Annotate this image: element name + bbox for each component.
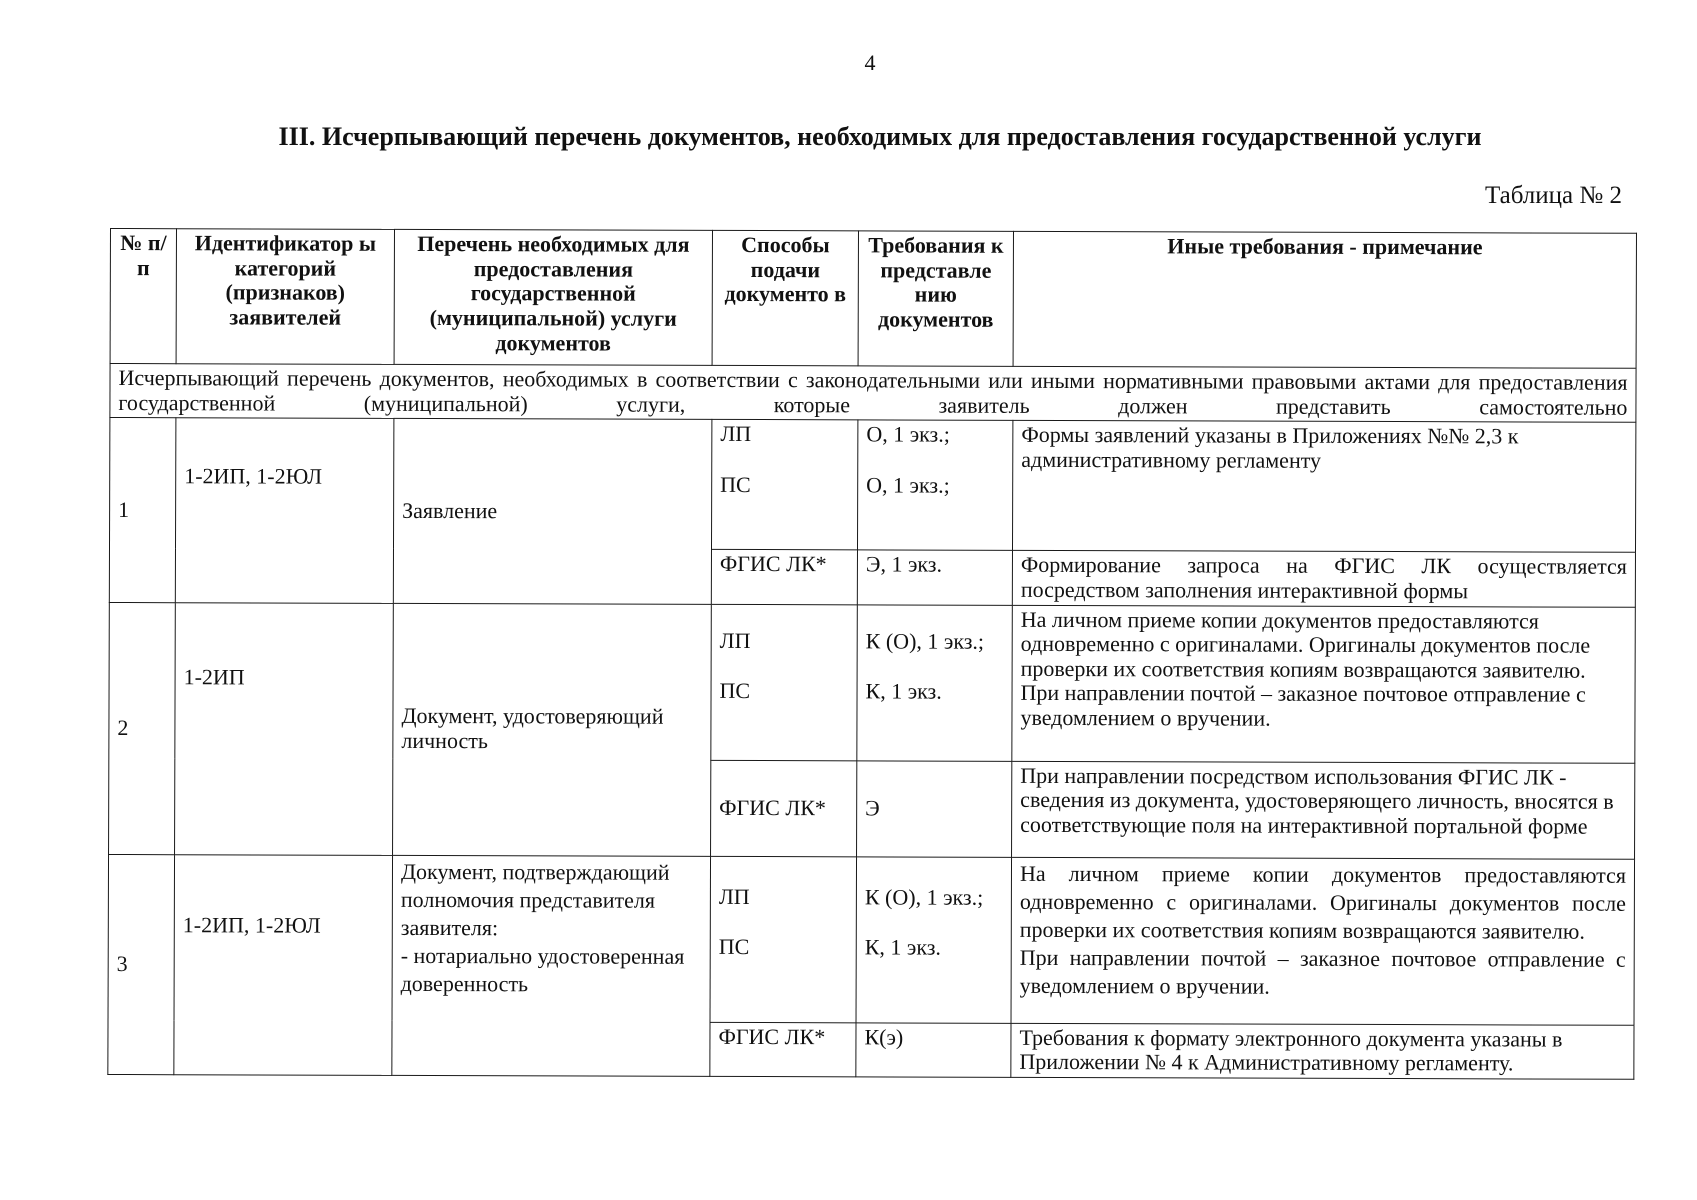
method-ps: ПС bbox=[718, 934, 750, 960]
row-note bbox=[1012, 605, 1635, 763]
row-requirements bbox=[856, 856, 1012, 1022]
row-num: 3 bbox=[108, 854, 175, 1074]
requirement-2: О, 1 экз.; bbox=[866, 472, 950, 498]
document-text: Документ, подтверждающий полномочия представителя заявителя: bbox=[400, 858, 670, 941]
section-row bbox=[110, 364, 1636, 423]
row-requirements: Э, 1 экз. bbox=[857, 550, 1012, 605]
row-category: 1-2ИП bbox=[175, 602, 394, 855]
row-methods bbox=[711, 604, 857, 760]
row-requirements: К(э) bbox=[856, 1022, 1011, 1077]
row-num: 1 bbox=[109, 418, 176, 602]
row-methods: ФГИС ЛК* bbox=[711, 550, 857, 605]
row-note: Формы заявлений указаны в Приложениях №№ 2,3 к административному регламенту bbox=[1012, 421, 1635, 553]
row-methods: ФГИС ЛК* bbox=[710, 1022, 856, 1077]
row-num: 2 bbox=[109, 602, 176, 854]
row-document bbox=[392, 855, 711, 1076]
row-category: 1-2ИП, 1-2ЮЛ bbox=[175, 418, 394, 603]
note-paragraph: При направлении почтой – заказное почтовое отправление с уведомлением о вручении. bbox=[1020, 680, 1586, 731]
method-lp: ЛП bbox=[719, 627, 751, 653]
row-note: При направлении посредством использования ФГИС ЛК - сведения из документа, удостоверяющего личность, вносятся в соответствующие поля на интерактивной портальной форме bbox=[1012, 761, 1635, 859]
row-methods bbox=[710, 856, 857, 1022]
row-document: Заявление bbox=[393, 419, 712, 604]
row-note bbox=[1011, 857, 1635, 1025]
table-row bbox=[108, 854, 1635, 1025]
table-row bbox=[109, 418, 1635, 553]
row-methods: ФГИС ЛК* bbox=[711, 760, 857, 856]
method-lp: ЛП bbox=[718, 883, 750, 909]
requirement-1: К (О), 1 экз.; bbox=[865, 627, 985, 654]
row-document: Документ, удостоверяющий личность bbox=[393, 603, 712, 856]
row-category: 1-2ИП, 1-2ЮЛ bbox=[174, 854, 393, 1075]
page-number: 4 bbox=[864, 50, 876, 75]
table-caption: Таблица № 2 bbox=[1484, 182, 1622, 209]
row-methods bbox=[711, 420, 857, 550]
row-requirements bbox=[857, 604, 1012, 760]
method-lp: ЛП bbox=[720, 421, 752, 447]
requirement-1: К (О), 1 экз.; bbox=[864, 883, 984, 910]
requirement-2: К, 1 экз. bbox=[864, 934, 942, 960]
section-title: III. Исчерпывающий перечень документов, необходимых для предоставления государственной услуги bbox=[278, 122, 1482, 151]
row-requirements bbox=[857, 420, 1012, 550]
method-ps: ПС bbox=[720, 471, 751, 497]
document-text: - нотариально удостоверенная доверенность bbox=[400, 942, 685, 997]
documents-table bbox=[107, 228, 1637, 1080]
row-note: Требования к формату электронного документа указаны в Приложении № 4 к Административному регламенту. bbox=[1011, 1023, 1634, 1079]
header-doc-list: Перечень необходимых для предоставления государственной (муниципальной) услуги документов bbox=[394, 229, 712, 365]
header-category: Идентификатор ы категорий (признаков) заявителей bbox=[176, 229, 394, 365]
header-notes: Иные требования - примечание bbox=[1013, 231, 1636, 368]
section-row-text: Исчерпывающий перечень документов, необходимых в соответствии с законодательными или иными нормативными правовыми актами для предоставления государственной (муниципальной) услуги, которые заявитель должен представить самостоятельно bbox=[110, 364, 1636, 423]
method-ps: ПС bbox=[719, 678, 751, 704]
requirement-1: О, 1 экз.; bbox=[866, 421, 950, 447]
note-paragraph: На личном приеме копии документов предоставляются одновременно с оригиналами. Оригиналы документов после проверки их соответствия копиям возвращаются заявителю. bbox=[1020, 606, 1591, 683]
row-note: Формирование запроса на ФГИС ЛК осуществляется посредством заполнения интерактивной формы bbox=[1012, 551, 1635, 607]
table-header-row bbox=[110, 229, 1636, 369]
note-paragraph: При направлении почтой – заказное почтовое отправление с уведомлением о вручении. bbox=[1019, 944, 1626, 999]
row-requirements: Э bbox=[857, 760, 1012, 856]
header-methods: Способы подачи документо в bbox=[712, 230, 858, 365]
note-paragraph: На личном приеме копии документов предоставляются одновременно с оригиналами. Оригиналы документов после проверки их соответствия копиям возвращаются заявителю. bbox=[1019, 860, 1627, 944]
requirement-2: К, 1 экз. bbox=[865, 678, 942, 704]
header-num: № п/п bbox=[110, 229, 176, 364]
table-row bbox=[109, 602, 1635, 763]
header-requirements: Требования к представле нию документов bbox=[858, 231, 1013, 366]
